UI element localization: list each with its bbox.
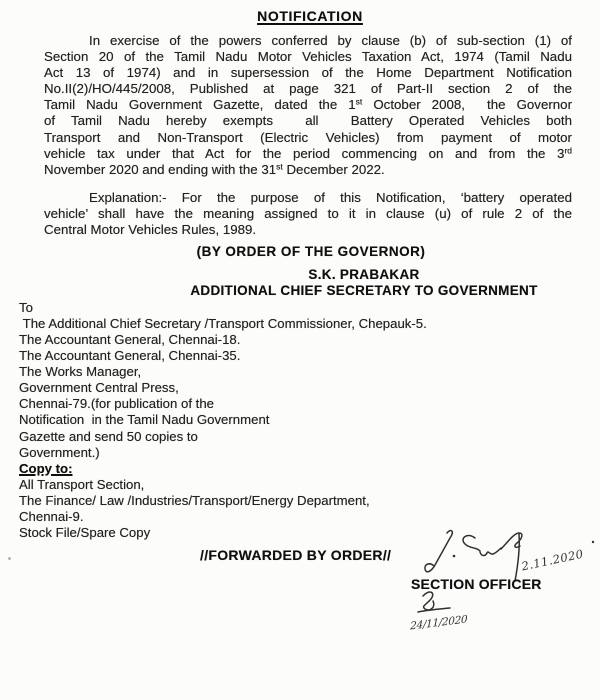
explanation-paragraph	[44, 190, 572, 238]
notification-title	[0, 8, 600, 24]
paragraph-line: Act 13 of 1974) and in supersession of the Home Department Notification	[44, 65, 572, 81]
handwritten-signature-date: 2.11.2020	[520, 546, 585, 574]
copy-to-label-text: Copy to:	[19, 460, 73, 476]
paragraph-line: Section 20 of the Tamil Nadu Motor Vehicles Taxation Act, 1974 (Tamil Nadu	[44, 49, 572, 65]
main-paragraph	[44, 33, 572, 178]
address-line: The Accountant General, Chennai-18.	[19, 332, 241, 348]
section-officer-label: SECTION OFFICER	[411, 576, 542, 592]
paragraph-line: No.II(2)/HO/445/2008, Published at page 321 of Part-II section 2 of the	[44, 81, 572, 97]
address-line: Government.)	[19, 444, 100, 460]
paragraph-line: Explanation:- For the purpose of this Notification, ‘battery operated	[89, 189, 572, 205]
address-block	[19, 300, 600, 541]
signature-block	[393, 525, 600, 675]
by-order-line: (BY ORDER OF THE GOVERNOR)	[196, 244, 426, 260]
copy-line: Stock File/Spare Copy	[19, 524, 151, 540]
address-line: The Additional Chief Secretary /Transport Commissioner, Chepauk-5.	[19, 316, 427, 332]
signatory-designation: ADDITIONAL CHIEF SECRETARY TO GOVERNMENT	[190, 282, 538, 298]
handwritten-signature-icon	[393, 525, 600, 675]
copy-line: Chennai-9.	[19, 508, 84, 524]
address-line: Notification in the Tamil Nadu Government	[19, 412, 270, 428]
paragraph-line: vehicle’ shall have the meaning assigned to it in clause (u) of rule 2 of the	[44, 205, 572, 221]
paragraph-line: November 2020 and ending with the 31st December 2022.	[44, 161, 385, 177]
address-line: The Accountant General, Chennai-35.	[19, 348, 241, 364]
paragraph-line: Tamil Nadu Government Gazette, dated the 1st October 2008, the Governor	[44, 96, 573, 113]
notification-title-text: NOTIFICATION	[257, 8, 363, 24]
scan-artifact-speck	[8, 557, 11, 560]
to-label: To	[19, 300, 33, 316]
paragraph-line: In exercise of the powers conferred by clause (b) of sub-section (1) of	[89, 33, 572, 48]
address-line: Gazette and send 50 copies to	[19, 428, 198, 444]
address-line: Government Central Press,	[19, 380, 179, 396]
address-line: Chennai-79.(for publication of the	[19, 396, 215, 412]
signatory-block	[0, 267, 600, 298]
paragraph-line: Transport and Non-Transport (Electric Vehicles) from payment of motor	[44, 129, 572, 145]
to-list	[19, 316, 600, 460]
forwarded-by-order-label: //FORWARDED BY ORDER//	[200, 546, 392, 563]
address-line: The Works Manager,	[19, 364, 142, 380]
handwritten-countersign-date: 24/11/2020	[410, 613, 468, 633]
copy-line: The Finance/ Law /Industries/Transport/Energy Department,	[19, 492, 370, 508]
paragraph-line: vehicle tax under that Act for the period commencing on and from the 3rd	[44, 145, 572, 161]
paragraph-line: of Tamil Nadu hereby exempts all Battery Operated Vehicles both	[44, 113, 572, 129]
signatory-name: S.K. PRABAKAR	[308, 267, 420, 283]
copy-to-label	[19, 461, 600, 477]
paragraph-line: Central Motor Vehicles Rules, 1989.	[44, 222, 257, 238]
copy-line: All Transport Section,	[19, 476, 145, 492]
